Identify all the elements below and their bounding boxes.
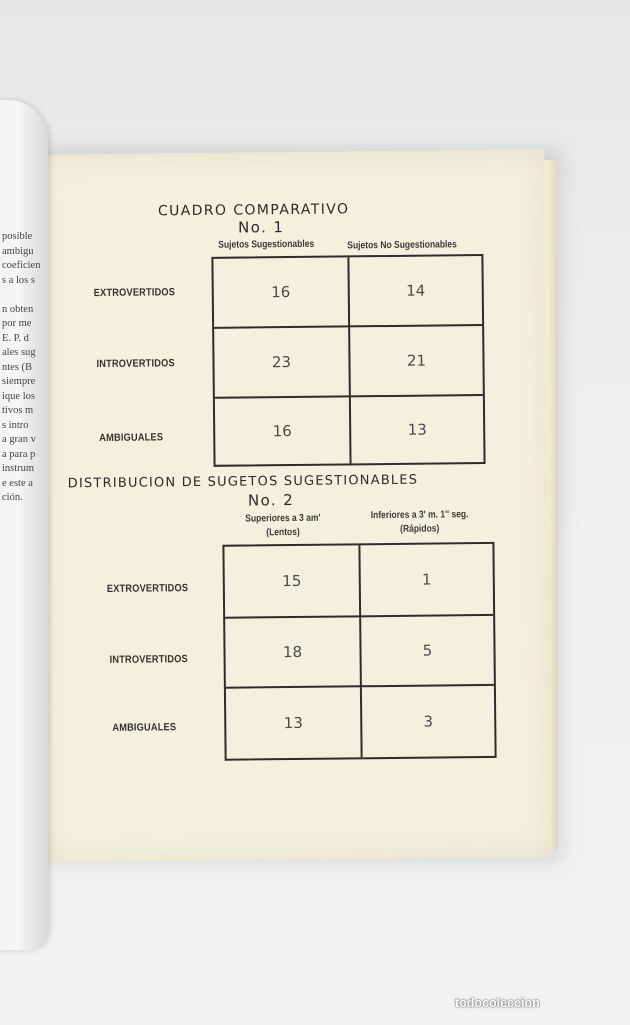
left-page bbox=[0, 100, 48, 950]
left-page-line: instrum bbox=[2, 463, 35, 474]
table1-row-label-1: EXTROVERTIDOS bbox=[93, 286, 176, 300]
table2-col-header-1-line1: Superiores a 3 am' bbox=[245, 512, 321, 525]
table1-cell: 16 bbox=[272, 422, 292, 441]
table2-cell: 5 bbox=[359, 616, 494, 687]
left-page-line: a gran v bbox=[2, 434, 36, 445]
table1-row-label-3: AMBIGUALES bbox=[99, 431, 164, 445]
left-page-line: posible bbox=[2, 231, 33, 242]
table1-col-header-1: Sujetos Sugestionables bbox=[218, 238, 315, 251]
left-page-line: s a los s bbox=[2, 274, 35, 286]
book-page bbox=[34, 149, 551, 862]
table2-cell: 13 bbox=[283, 713, 303, 733]
left-page-line: n obten bbox=[2, 303, 34, 315]
left-page-text bbox=[2, 230, 42, 506]
table1-grid bbox=[211, 254, 485, 467]
table2-grid bbox=[222, 542, 496, 761]
table2-col-header-2-line1: Inferiores a 3' m. 1'' seg. bbox=[370, 509, 469, 522]
table1-cell: 16 bbox=[213, 257, 348, 328]
table1-row-label-2: INTROVERTIDOS bbox=[96, 357, 175, 371]
table2-cell: 3 bbox=[360, 686, 495, 757]
left-page-line: a para p bbox=[2, 448, 36, 460]
table2-col-header-2-line2: (Rápidos) bbox=[400, 523, 440, 535]
table2-cell: 1 bbox=[358, 544, 493, 617]
left-page-line: E. P. d bbox=[2, 332, 29, 344]
left-page-line: e este a bbox=[2, 477, 33, 489]
table1-cell: 23 bbox=[214, 327, 349, 398]
table1-cell: 21 bbox=[348, 326, 483, 397]
left-page-line: ique los bbox=[2, 390, 35, 402]
left-page-line: tivos m bbox=[2, 405, 34, 416]
table1-col-header-2: Sujetos No Sugestionables bbox=[347, 239, 457, 252]
table1-cell: 14 bbox=[347, 256, 482, 327]
left-page-line: coeficien bbox=[2, 260, 41, 271]
table2-col-header-2 bbox=[360, 508, 479, 537]
table1-title: CUADRO COMPARATIVO bbox=[157, 201, 350, 220]
table2-number: No. 2 bbox=[247, 490, 295, 510]
table2-col-header-1 bbox=[236, 512, 330, 541]
watermark-logo: todocoleccion bbox=[455, 996, 540, 1010]
left-page-line: ales sug bbox=[2, 347, 36, 358]
table2-title: DISTRIBUCION DE SUGETOS SUGESTIONABLES bbox=[67, 472, 419, 492]
table2-row-label-1: EXTROVERTIDOS bbox=[106, 582, 189, 595]
table2-row-label-3: AMBIGUALES bbox=[112, 721, 177, 734]
left-page-line bbox=[2, 288, 42, 303]
left-page-line: ntes (B bbox=[2, 361, 33, 373]
table2-row-label-2: INTROVERTIDOS bbox=[109, 653, 188, 666]
left-page-line: siempre bbox=[2, 376, 36, 387]
left-page-line: s intro bbox=[2, 419, 29, 431]
left-page-line: por me bbox=[2, 318, 32, 329]
table1-number: No. 1 bbox=[237, 218, 285, 237]
left-page-line: ción. bbox=[2, 492, 23, 503]
table2-col-header-1-line2: (Lentos) bbox=[266, 526, 300, 539]
table2-cell: 15 bbox=[224, 545, 359, 618]
table1-cell: 13 bbox=[349, 396, 484, 463]
left-page-line: ambigu bbox=[2, 245, 34, 257]
table2-cell: 18 bbox=[225, 617, 360, 688]
